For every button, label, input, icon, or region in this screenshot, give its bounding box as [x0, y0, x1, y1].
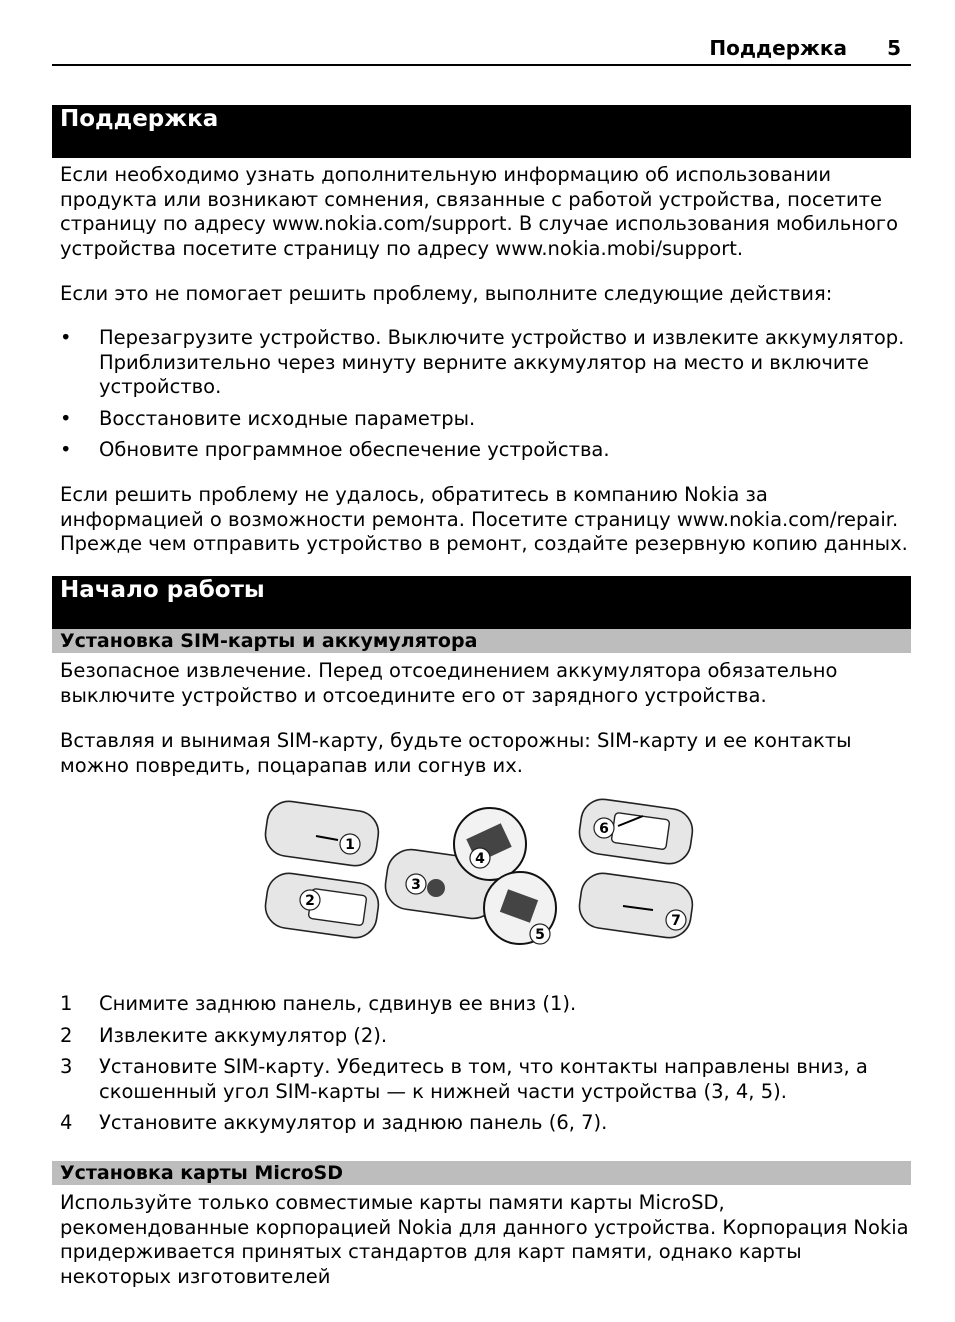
figure-label-1: 1: [345, 837, 355, 853]
step-number: 1: [60, 992, 73, 1015]
bullet-text: Восстановите исходные параметры.: [99, 406, 476, 430]
figure-label-5: 5: [535, 927, 545, 943]
figure-label-4: 4: [475, 851, 485, 867]
bullet-mark: •: [60, 406, 72, 430]
bullet-text: Перезагрузите устройство. Выключите устройство и извлеките аккумулятор. Приблизительно через минуту верните аккумулятор на место и включите устройство.: [99, 326, 905, 398]
figure-label-2: 2: [305, 893, 315, 909]
list-item: [60, 1111, 909, 1136]
sim-steps-list: [60, 992, 909, 1143]
sim-install-heading: Установка SIM-карты и аккумулятора: [52, 629, 911, 653]
step-text: Извлеките аккумулятор (2).: [99, 1023, 388, 1047]
figure-label-6: 6: [599, 821, 609, 837]
bullet-mark: •: [60, 326, 72, 349]
step-number: 3: [60, 1055, 73, 1078]
sim-battery-installation-illustration: [258, 796, 703, 956]
list-item: [60, 407, 909, 432]
step-text: Установите аккумулятор и заднюю панель (6, 7).: [99, 1111, 608, 1134]
support-paragraph-3: Если решить проблему не удалось, обратитесь в компанию Nokia за информацией о возможности ремонта. Посетите страницу www.nokia.com/repair. Прежде чем отправить устройство в ремонт, создайте резервную копию данных.: [60, 483, 908, 555]
microsd-paragraph-1: Используйте только совместимые карты памяти карты MicroSD, рекомендованные корпорацией Nokia для данного устройства. Корпорация Nokia придерживается принятых стандартов для карт памяти, однако карты некоторых изготовителей: [60, 1191, 909, 1288]
support-heading: Поддержка: [52, 105, 911, 158]
header-section-title: Поддержка: [709, 36, 847, 60]
bullet-mark: •: [60, 438, 72, 461]
sim-paragraph-2: Вставляя и вынимая SIM-карту, будьте осторожны: SIM-карту и ее контакты можно повредить, поцарапав или согнув их.: [60, 729, 852, 777]
support-paragraph-2: Если это не помогает решить проблему, выполните следующие действия:: [60, 282, 833, 305]
figure-label-3: 3: [411, 877, 421, 893]
step-number: 2: [60, 1023, 73, 1047]
list-item: [60, 326, 909, 400]
running-header: [52, 36, 911, 66]
page-number: 5: [887, 36, 901, 60]
list-item: [60, 1055, 909, 1104]
list-item: [60, 438, 909, 463]
bullet-text: Обновите программное обеспечение устройства.: [99, 438, 610, 461]
microsd-install-heading: Установка карты MicroSD: [52, 1161, 911, 1185]
list-item: [60, 1024, 909, 1049]
support-bullet-list: [60, 326, 909, 470]
figure-label-7: 7: [671, 913, 681, 929]
support-paragraph-1: Если необходимо узнать дополнительную информацию об использовании продукта или возникают сомнения, связанные с работой устройства, посетите страницу по адресу www.nokia.com/support. В случае использования мобильного устройства посетите страницу по адресу www.nokia.mobi/support.: [60, 163, 899, 260]
step-number: 4: [60, 1111, 73, 1134]
sim-paragraph-1: Безопасное извлечение. Перед отсоединением аккумулятора обязательно выключите устройство и отсоедините его от зарядного устройства.: [60, 659, 838, 707]
getting-started-heading: Начало работы: [52, 576, 911, 630]
list-item: [60, 992, 909, 1017]
step-text: Установите SIM-карту. Убедитесь в том, что контакты направлены вниз, а скошенный угол SIM-карты — к нижней части устройства (3, 4, 5).: [99, 1055, 868, 1103]
step-text: Снимите заднюю панель, сдвинув ее вниз (1).: [99, 992, 577, 1015]
